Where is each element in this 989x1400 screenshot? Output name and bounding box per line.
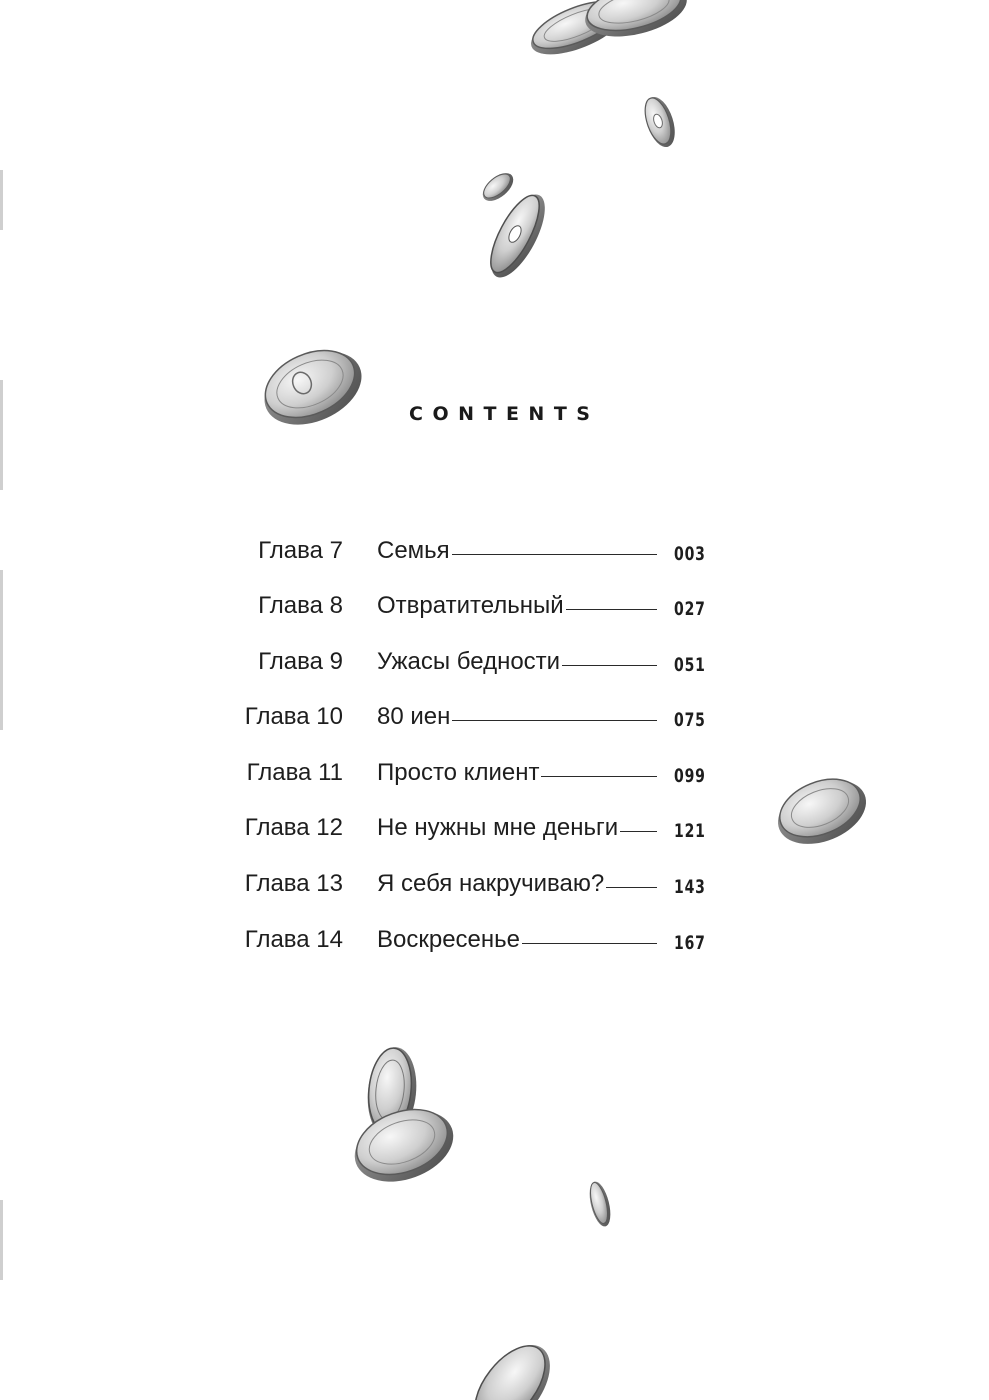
chapter-number: Глава 12 — [244, 814, 343, 841]
page-number: 099 — [674, 765, 706, 787]
page-number: 051 — [674, 654, 706, 676]
leader-line — [420, 554, 657, 555]
toc-entry[interactable] — [0, 591, 989, 631]
page-number: 167 — [674, 932, 706, 954]
falling-coin-icon — [481, 187, 556, 285]
chapter-number: Глава 11 — [246, 759, 343, 786]
chapter-title: Я себя накручиваю? — [377, 870, 605, 897]
page-number: 075 — [674, 709, 706, 731]
page-number: 003 — [674, 543, 706, 565]
chapter-title: Отвратительный — [377, 592, 564, 619]
chapter-title: Воскресенье — [377, 926, 521, 953]
chapter-title: Ужасы бедности — [377, 648, 561, 675]
chapter-number: Глава 7 — [258, 537, 343, 564]
chapter-title: Не нужны мне деньги — [377, 814, 619, 841]
chapter-number: Глава 14 — [244, 926, 343, 953]
chapter-title: 80 иен — [377, 703, 451, 730]
chapter-number: Глава 9 — [258, 648, 343, 675]
falling-coin-icon — [459, 1331, 565, 1400]
chapter-title: Просто клиент — [377, 759, 540, 786]
toc-entry[interactable] — [0, 702, 989, 742]
toc-entry[interactable] — [0, 536, 989, 576]
toc-entry[interactable] — [0, 647, 989, 687]
chapter-number: Глава 10 — [244, 703, 343, 730]
chapter-number: Глава 8 — [258, 592, 343, 619]
toc-entry[interactable] — [0, 925, 989, 965]
chapter-title: Семья — [377, 537, 450, 564]
falling-coin-icon — [478, 168, 518, 206]
chapter-number: Глава 13 — [244, 870, 343, 897]
page-number: 027 — [674, 598, 706, 620]
falling-coin-icon — [586, 1180, 615, 1229]
toc-entry[interactable] — [0, 813, 989, 853]
page-number: 121 — [674, 820, 706, 842]
falling-coin-icon — [253, 337, 373, 439]
falling-coin-icon — [345, 1098, 463, 1195]
falling-coin-icon — [640, 93, 681, 150]
contents-heading: CONTENTS — [409, 403, 600, 425]
toc-entry[interactable] — [0, 758, 989, 798]
toc-entry[interactable] — [0, 869, 989, 909]
leader-line — [420, 720, 657, 721]
page-number: 143 — [674, 876, 706, 898]
